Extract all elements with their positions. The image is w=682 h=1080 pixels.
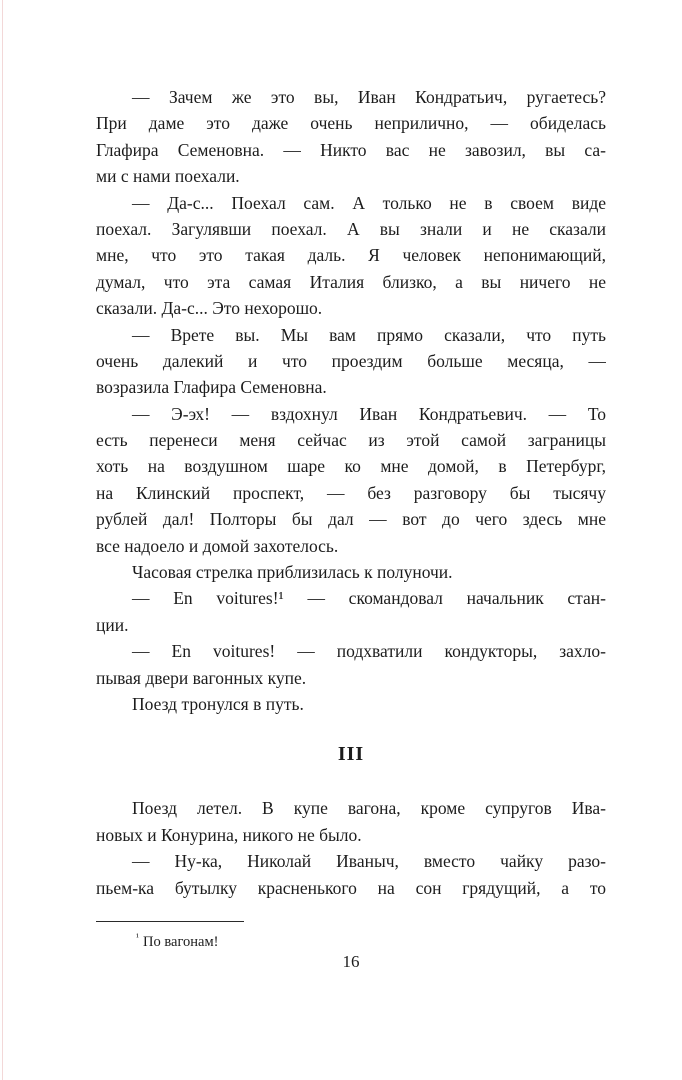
chapter-heading: III bbox=[337, 743, 365, 766]
text-area bbox=[96, 84, 606, 952]
text-line: новых и Конурина, никого не было. bbox=[96, 824, 362, 845]
text-line: все надоело и домой захотелось. bbox=[96, 535, 339, 556]
text-line: возразила Глафира Семеновна. bbox=[96, 377, 327, 398]
paragraph bbox=[96, 559, 606, 585]
text-line: — Ну-ка, Николай Иваныч, вместо чайку разо- bbox=[132, 851, 606, 872]
text-line: есть перенеси меня сейчас из этой самой заграницы bbox=[96, 430, 606, 451]
paragraph bbox=[96, 322, 606, 401]
text-line: — En voitures!¹ — скомандовал начальник стан- bbox=[132, 588, 606, 609]
text-line: рублей дал! Полторы бы дал — вот до чего здесь мне bbox=[96, 509, 606, 530]
paragraph bbox=[96, 638, 606, 691]
text-line: мне, что это такая даль. Я человек непонимающий, bbox=[96, 245, 606, 266]
text-line: очень далекий и что проездим больше месяца, — bbox=[96, 350, 606, 371]
text-line: пьем-ка бутылку красненького на сон грядущий, а то bbox=[96, 877, 606, 898]
text-line: — En voitures! — подхватили кондукторы, захло- bbox=[132, 641, 606, 662]
text-line: — Зачем же это вы, Иван Кондратьич, ругаетесь? bbox=[132, 87, 606, 107]
text-line: — Врете вы. Мы вам прямо сказали, что путь bbox=[132, 324, 606, 345]
text-line: думал, что эта самая Италия близко, а вы ничего не bbox=[96, 271, 606, 292]
text-line: Часовая стрелка приблизилась к полуночи. bbox=[132, 562, 453, 583]
paragraph bbox=[96, 190, 606, 322]
text-line: ми с нами поехали. bbox=[96, 166, 240, 187]
footnote-marker: ¹ bbox=[136, 931, 139, 943]
page-number: 16 bbox=[342, 952, 360, 971]
footnote-rule bbox=[96, 921, 244, 922]
paragraph bbox=[96, 795, 606, 848]
text-line: Глафира Семеновна. — Никто вас не завозил, вы са- bbox=[96, 139, 606, 160]
text-line: хоть на воздушном шаре ко мне домой, в Петербург, bbox=[96, 456, 606, 477]
paragraph bbox=[96, 401, 606, 559]
text-body bbox=[96, 84, 606, 901]
text-line: пывая двери вагонных купе. bbox=[96, 667, 307, 688]
text-line: При даме это даже очень неприлично, — обиделась bbox=[96, 113, 606, 134]
text-line: ции. bbox=[96, 614, 129, 635]
text-line: поехал. Загулявши поехал. А вы знали и не сказали bbox=[96, 218, 606, 239]
footnote-label: По вагонам! bbox=[143, 933, 219, 950]
footnote-text bbox=[96, 928, 606, 952]
scan-edge-artifact bbox=[2, 0, 3, 1080]
text-line: на Клинский проспект, — без разговору бы тысячу bbox=[96, 482, 606, 503]
text-line: — Э-эх! — вздохнул Иван Кондратьевич. — То bbox=[132, 403, 606, 424]
paragraph bbox=[96, 848, 606, 901]
text-line: Поезд летел. В купе вагона, кроме супругов Ива- bbox=[132, 798, 606, 819]
paragraph bbox=[96, 691, 606, 717]
paragraph bbox=[96, 84, 606, 190]
text-line: сказали. Да-с... Это нехорошо. bbox=[96, 298, 323, 319]
text-line: Поезд тронулся в путь. bbox=[132, 693, 304, 714]
text-line: — Да-с... Поехал сам. А только не в своем виде bbox=[132, 192, 606, 213]
paragraph bbox=[96, 585, 606, 638]
footnote-block bbox=[96, 921, 606, 952]
